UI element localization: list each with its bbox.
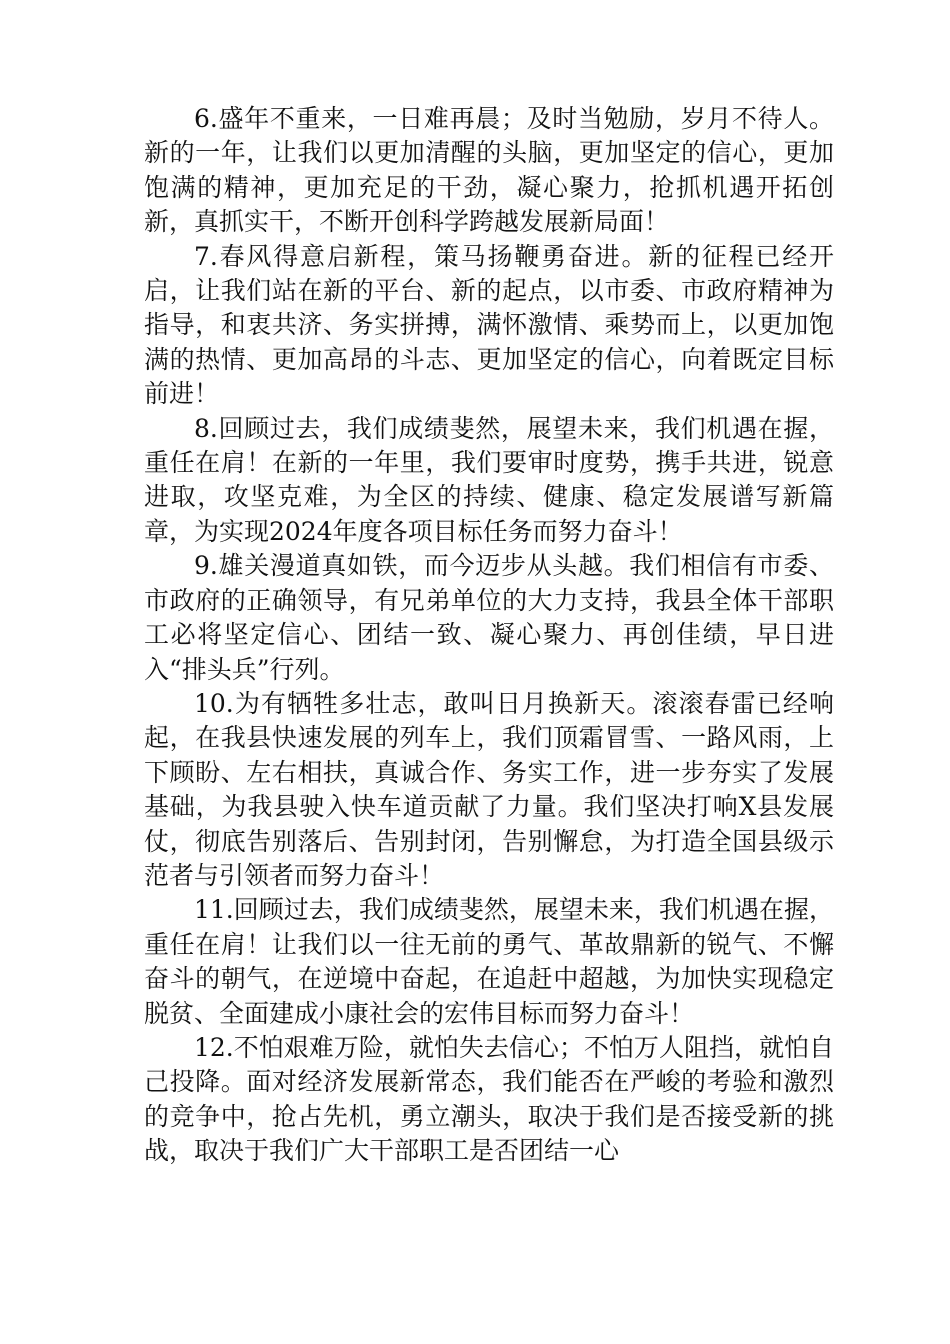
paragraph-8: 8.回顾过去，我们成绩斐然，展望未来，我们机遇在握，重任在肩！在新的一年里，我们要审时度势，携手共进，锐意进取，攻坚克难，为全区的持续、健康、稳定发展谱写新篇章，为实现2024年度各项目标任务而努力奋斗！ [144, 413, 834, 546]
paragraph-11: 11.回顾过去，我们成绩斐然，展望未来，我们机遇在握，重任在肩！让我们以一往无前的勇气、革故鼎新的锐气、不懈奋斗的朝气，在逆境中奋起，在追赶中超越，为加快实现稳定脱贫、全面建成小康社会的宏伟目标而努力奋斗！ [144, 895, 834, 1028]
paragraph-10: 10.为有牺牲多壮志，敢叫日月换新天。滚滚春雷已经响起，在我县快速发展的列车上，我们顶霜冒雪、一路风雨，上下顾盼、左右相扶，真诚合作、务实工作，进一步夯实了发展基础，为我县驶入快车道贡献了力量。我们坚决打响X县发展仗，彻底告别落后、告别封闭，告别懈怠，为打造全国县级示范者与引领者而努力奋斗！ [144, 688, 834, 890]
paragraph-6: 6.盛年不重来，一日难再晨；及时当勉励，岁月不待人。新的一年，让我们以更加清醒的头脑，更加坚定的信心，更加饱满的精神，更加充足的干劲，凝心聚力，抢抓机遇开拓创新，真抓实干，不断开创科学跨越发展新局面！ [144, 104, 834, 237]
document-body [144, 102, 834, 1169]
paragraph-9: 9.雄关漫道真如铁，而今迈步从头越。我们相信有市委、市政府的正确领导，有兄弟单位的大力支持，我县全体干部职工必将坚定信心、团结一致、凝心聚力、再创佳绩，早日进入“排头兵”行列。 [144, 551, 834, 684]
paragraph-7: 7.春风得意启新程，策马扬鞭勇奋进。新的征程已经开启，让我们站在新的平台、新的起点，以市委、市政府精神为指导，和衷共济、务实拼搏，满怀激情、乘势而上，以更加饱满的热情、更加高昂的斗志、更加坚定的信心，向着既定目标前进！ [144, 241, 834, 409]
paragraph-12: 12.不怕艰难万险，就怕失去信心；不怕万人阻挡，就怕自己投降。面对经济发展新常态，我们能否在严峻的考验和激烈的竞争中，抢占先机，勇立潮头，取决于我们是否接受新的挑战，取决于我们广大干部职工是否团结一心 [144, 1032, 834, 1166]
